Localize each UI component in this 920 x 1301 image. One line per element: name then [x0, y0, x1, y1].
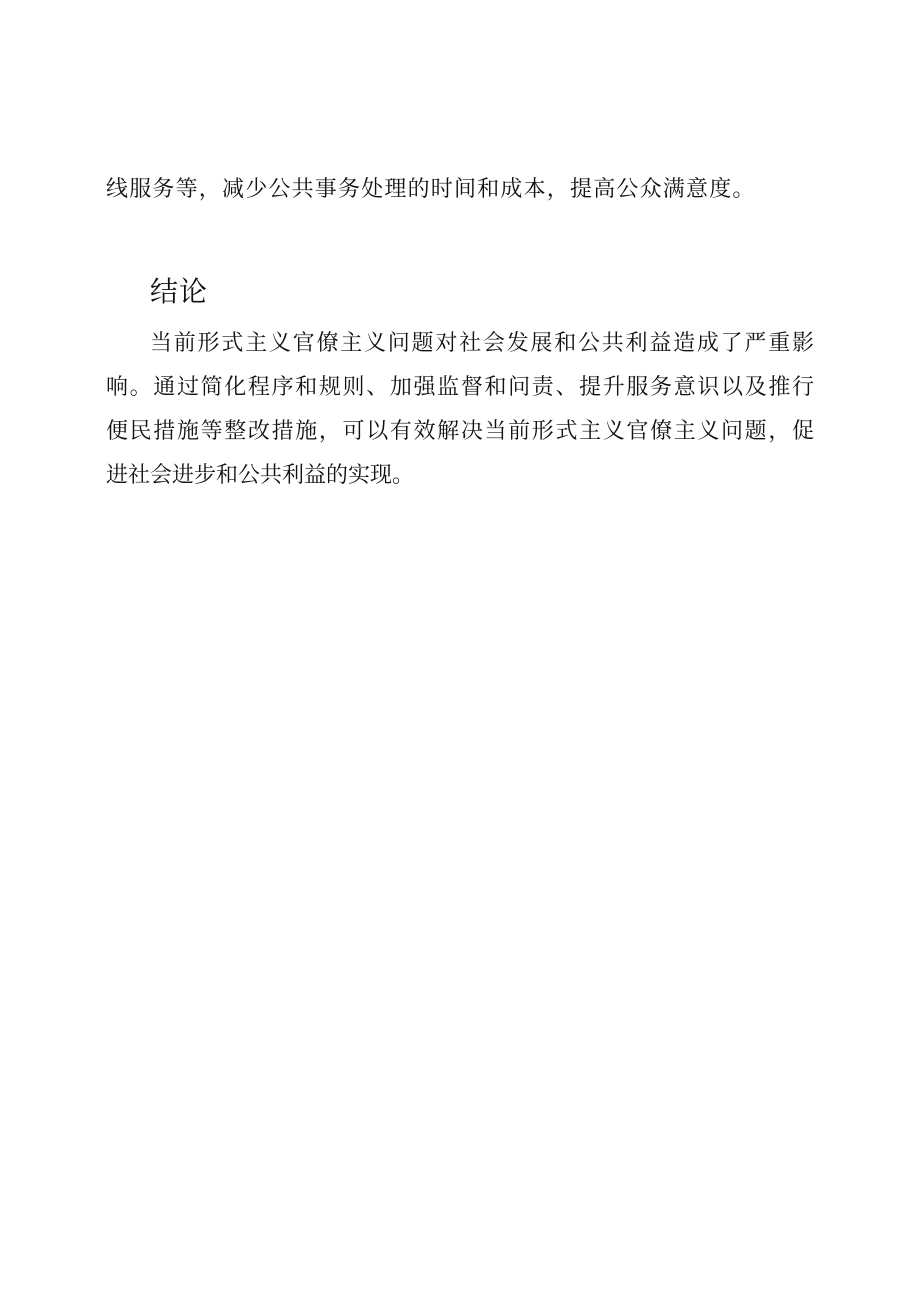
section-heading-conclusion: 结论: [150, 275, 209, 308]
continuation-paragraph: 线服务等，减少公共事务处理的时间和成本，提高公众满意度。: [106, 177, 756, 202]
conclusion-paragraph: [106, 322, 814, 498]
paragraph-line: 当前形式主义官僚主义问题对社会发展和公共利益造成了严重影: [150, 331, 814, 356]
paragraph-line: 响。通过简化程序和规则、加强监督和问责、提升服务意识以及推行: [106, 375, 814, 400]
paragraph-line: 便民措施等整改措施，可以有效解决当前形式主义官僚主义问题，促: [106, 419, 814, 444]
paragraph-line: 进社会进步和公共利益的实现。: [106, 463, 415, 488]
